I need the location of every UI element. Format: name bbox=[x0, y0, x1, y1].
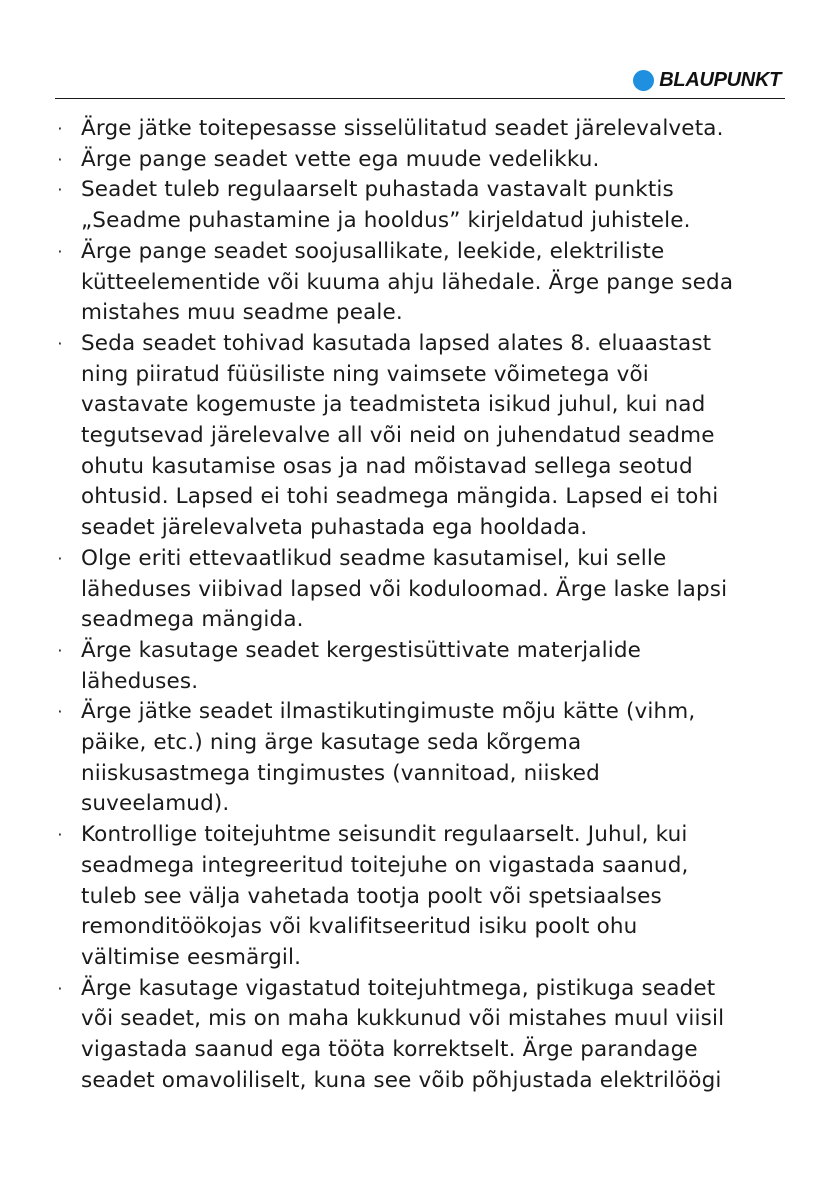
list-item-text: Olge eriti ettevaatlikud seadme kasutamisel, kui selle läheduses viibivad lapsed või koduloomad. Ärge laske lapsi seadmega mängida. bbox=[81, 545, 728, 633]
bullet-list bbox=[55, 114, 785, 1097]
list-item bbox=[55, 329, 785, 544]
bullet-icon: · bbox=[57, 702, 63, 722]
page-header bbox=[55, 62, 785, 99]
list-item-text: Ärge pange seadet vette ega muude vedelikku. bbox=[81, 146, 600, 172]
brand-name: BLAUPUNKT bbox=[659, 68, 781, 91]
bullet-icon: · bbox=[57, 149, 63, 169]
bullet-icon: · bbox=[57, 241, 63, 261]
list-item-text: Ärge kasutage seadet kergestisüttivate materjalide läheduses. bbox=[81, 637, 642, 694]
bullet-icon: · bbox=[57, 333, 63, 353]
brand-dot-icon bbox=[633, 70, 654, 91]
list-item bbox=[55, 544, 785, 636]
list-item bbox=[55, 175, 785, 236]
list-item bbox=[55, 145, 785, 176]
bullet-icon: · bbox=[57, 119, 63, 138]
bullet-icon: · bbox=[57, 640, 63, 660]
bullet-icon: · bbox=[57, 180, 63, 200]
brand-logo bbox=[633, 67, 781, 93]
list-item-text: Ärge kasutage vigastatud toitejuhtmega, pistikuga seadet või seadet, mis on maha kukkunud või mistahes muul viisil vigastada saanud ega tööta korrektselt. Ärge parandage seadet omavoliliselt, kuna see võib põhjustada elektrilöögi bbox=[81, 975, 725, 1093]
list-item-text: Ärge jätke seadet ilmastikutingimuste mõju kätte (vihm, päike, etc.) ning ärge kasutage seda kõrgema niiskusastmega tingimustes (vannitoad, niisked suveelamud). bbox=[81, 699, 696, 817]
list-item bbox=[55, 636, 785, 697]
list-item bbox=[55, 820, 785, 974]
bullet-icon: · bbox=[57, 548, 63, 568]
bullet-icon: · bbox=[57, 978, 63, 998]
list-item-text: Kontrollige toitejuhtme seisundit regulaarselt. Juhul, kui seadmega integreeritud toitejuhe on vigastada saanud, tuleb see välja vahetada tootja poolt või spetsiaalses remonditöökojas või kvalifitseeritud isiku poolt ohu vältimise eesmärgil. bbox=[81, 822, 689, 970]
list-item bbox=[55, 974, 785, 1097]
safety-instructions bbox=[55, 114, 785, 1097]
list-item-text: Seda seadet tohivad kasutada lapsed alates 8. eluaastast ning piiratud füüsiliste ning vaimsete võimetega või vastavate kogemuste ja teadmisteta isikud juhul, kui nad tegutsevad järelevalve all või neid on juhendatud seadme ohutu kasutamise osas ja nad mõistavad sellega seotud ohtusid. Lapsed ei tohi seadmega mängida. Lapsed ei tohi seadet järelevalveta puhastada ega hooldada. bbox=[81, 330, 719, 541]
bullet-icon: · bbox=[57, 825, 63, 845]
list-item-text: Ärge pange seadet soojusallikate, leekide, elektriliste kütteelementide või kuuma ahju lähedale. Ärge pange seda mistahes muu seadme peale. bbox=[81, 238, 734, 326]
list-item-text: Seadet tuleb regulaarselt puhastada vastavalt punktis „Seadme puhastamine ja hooldus” kirjeldatud juhistele. bbox=[81, 177, 691, 234]
list-item bbox=[55, 697, 785, 820]
list-item bbox=[55, 237, 785, 329]
list-item bbox=[55, 114, 785, 145]
list-item-text: Ärge jätke toitepesasse sisselülitatud seadet järelevalveta. bbox=[81, 116, 724, 141]
